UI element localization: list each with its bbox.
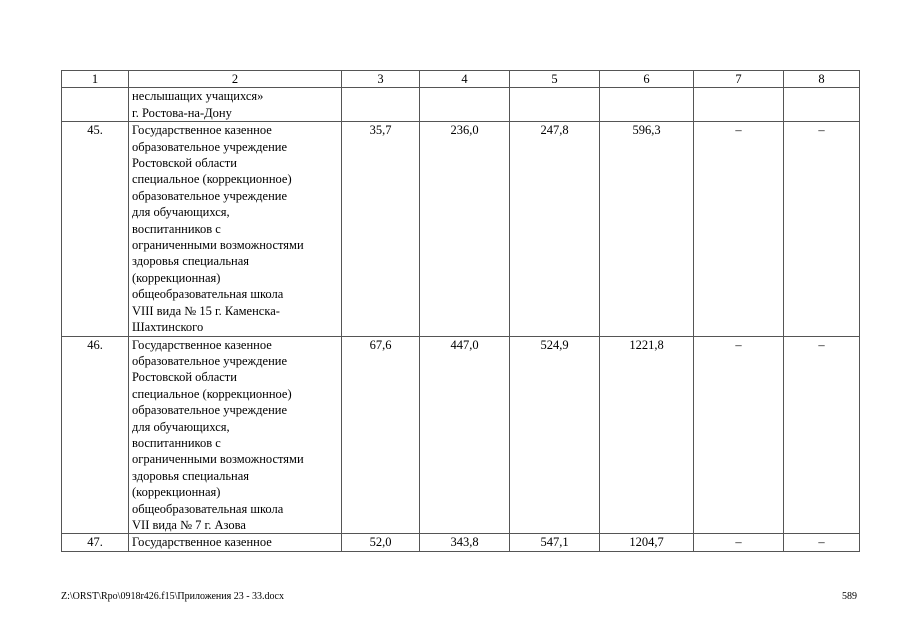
- value-col-4: [420, 88, 510, 122]
- col-header-8: 8: [784, 71, 860, 88]
- value-col-5: 524,9: [510, 336, 600, 534]
- col-header-2: 2: [129, 71, 342, 88]
- value-col-8: –: [784, 336, 860, 534]
- col-header-7: 7: [694, 71, 784, 88]
- value-col-4: 236,0: [420, 122, 510, 336]
- value-col-3: [342, 88, 420, 122]
- value-col-6: 1204,7: [600, 534, 694, 551]
- col-header-5: 5: [510, 71, 600, 88]
- row-number: 45.: [62, 122, 129, 336]
- institution-name: Государственное казенное образовательное учреждение Ростовской области специальное (коррекционное) образовательное учреждение для обучающихся, воспитанников с ограниченными возможностями здоровья специальная (коррекционная) общеобразовательная школа VIII вида № 15 г. Каменска- Шахтинского: [129, 122, 342, 336]
- col-header-4: 4: [420, 71, 510, 88]
- value-col-5: 247,8: [510, 122, 600, 336]
- value-col-5: [510, 88, 600, 122]
- table-row: [62, 88, 860, 122]
- value-col-8: –: [784, 534, 860, 551]
- value-col-6: 596,3: [600, 122, 694, 336]
- col-header-1: 1: [62, 71, 129, 88]
- value-col-4: 447,0: [420, 336, 510, 534]
- value-col-6: 1221,8: [600, 336, 694, 534]
- value-col-8: –: [784, 122, 860, 336]
- institution-name: Государственное казенное образовательное учреждение Ростовской области специальное (коррекционное) образовательное учреждение для обучающихся, воспитанников с ограниченными возможностями здоровья специальная (коррекционная) общеобразовательная школа VII вида № 7 г. Азова: [129, 336, 342, 534]
- institution-name: неслышащих учащихся» г. Ростова-на-Дону: [129, 88, 342, 122]
- footer-file-path: Z:\ORST\Rpo\0918r426.f15\Приложения 23 - 33.docx: [61, 591, 284, 602]
- value-col-7: –: [694, 336, 784, 534]
- value-col-3: 52,0: [342, 534, 420, 551]
- col-header-3: 3: [342, 71, 420, 88]
- data-table: [61, 70, 860, 552]
- row-number: 46.: [62, 336, 129, 534]
- value-col-3: 67,6: [342, 336, 420, 534]
- value-col-6: [600, 88, 694, 122]
- value-col-7: –: [694, 122, 784, 336]
- row-number: 47.: [62, 534, 129, 551]
- value-col-8: [784, 88, 860, 122]
- institution-name: Государственное казенное: [129, 534, 342, 551]
- table-row: [62, 336, 860, 534]
- col-header-6: 6: [600, 71, 694, 88]
- value-col-7: [694, 88, 784, 122]
- row-number: [62, 88, 129, 122]
- table-row: [62, 122, 860, 336]
- value-col-5: 547,1: [510, 534, 600, 551]
- table-row: [62, 534, 860, 551]
- value-col-4: 343,8: [420, 534, 510, 551]
- value-col-7: –: [694, 534, 784, 551]
- header-row: [62, 71, 860, 88]
- value-col-3: 35,7: [342, 122, 420, 336]
- footer-page-number: 589: [842, 591, 857, 602]
